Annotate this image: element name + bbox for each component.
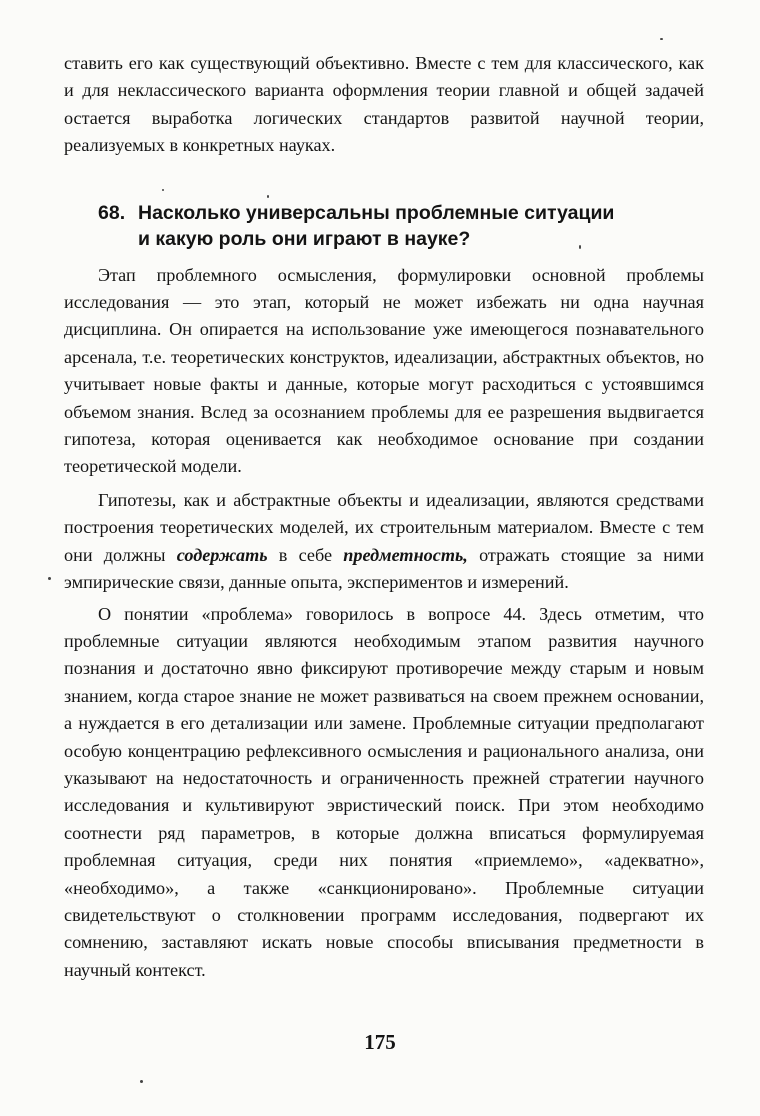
section-number: 68. [98, 201, 126, 224]
page-body [64, 50, 704, 984]
paragraph-2 [64, 487, 704, 597]
section-title-line1: Насколько универсальны проблемные ситуации [138, 201, 615, 224]
section-heading [64, 200, 704, 252]
scan-speck [579, 245, 581, 249]
emphasis-soderzhat: содержать [176, 544, 268, 565]
scan-speck [162, 189, 164, 191]
scan-speck [660, 38, 663, 40]
paragraph-2-text-a: Гипотезы, как и абстрактные объекты и идеализации, являются средствами построения теоретических моделей, их строительным материалом. Вместе с тем они должны [64, 489, 704, 565]
paragraph-3: О понятии «проблема» говорилось в вопросе 44. Здесь отметим, что проблемные ситуации являются необходимым этапом развития научного познания и достаточно явно фиксируют противоречие между старым и новым знанием, когда старое знание не может развиваться на своем прежнем основании, а нуждается в его детализации или замене. Проблемные ситуации предполагают особую концентрацию рефлексивного осмысления и рационального анализа, они указывают на недостаточность и ограниченность прежней стратегии научного исследования и культивируют эвристический поиск. При этом необходимо соотнести ряд параметров, в которые должна вписаться формулируемая проблемная ситуация, среди них понятия «приемлемо», «адекватно», «необходимо», а также «санкционировано». Проблемные ситуации свидетельствуют о столкновении программ исследования, подвергают их сомнению, заставляют искать новые способы вписывания предметности в научный контекст. [64, 603, 704, 980]
scan-speck [267, 195, 269, 198]
scan-speck [140, 1080, 143, 1083]
page-number: 175 [364, 1030, 396, 1054]
emphasis-predmetnost: предметность, [343, 544, 468, 565]
paragraph-1: Этап проблемного осмысления, формулировки основной проблемы исследования — это этап, который не может избежать ни одна научная дисциплина. Он опирается на использование уже имеющегося познавательного арсенала, т.е. теоретических конструктов, идеализации, абстрактных объектов, но учитывает новые факты и данные, которые могут расходиться с устоявшимся объемом знания. Вслед за осознанием проблемы для ее разрешения выдвигается гипотеза, которая оценивается как необходимое основание при создании теоретической модели. [64, 264, 704, 477]
paragraph-2-text-c: отражать стоящие за ними эмпирические связи, данные опыта, экспериментов и измерений. [64, 544, 705, 593]
scan-speck [48, 577, 51, 580]
top-paragraph: ставить его как существующий объективно. Вместе с тем для классического, как и для неклассического варианта оформления теории главной и общей задачей остается выработка логических стандартов развитой научной теории, реализуемых в конкретных науках. [64, 53, 704, 156]
section-title-line2: и какую роль они играют в науке? [138, 227, 471, 250]
paragraph-2-text-b: в себе [267, 544, 344, 565]
